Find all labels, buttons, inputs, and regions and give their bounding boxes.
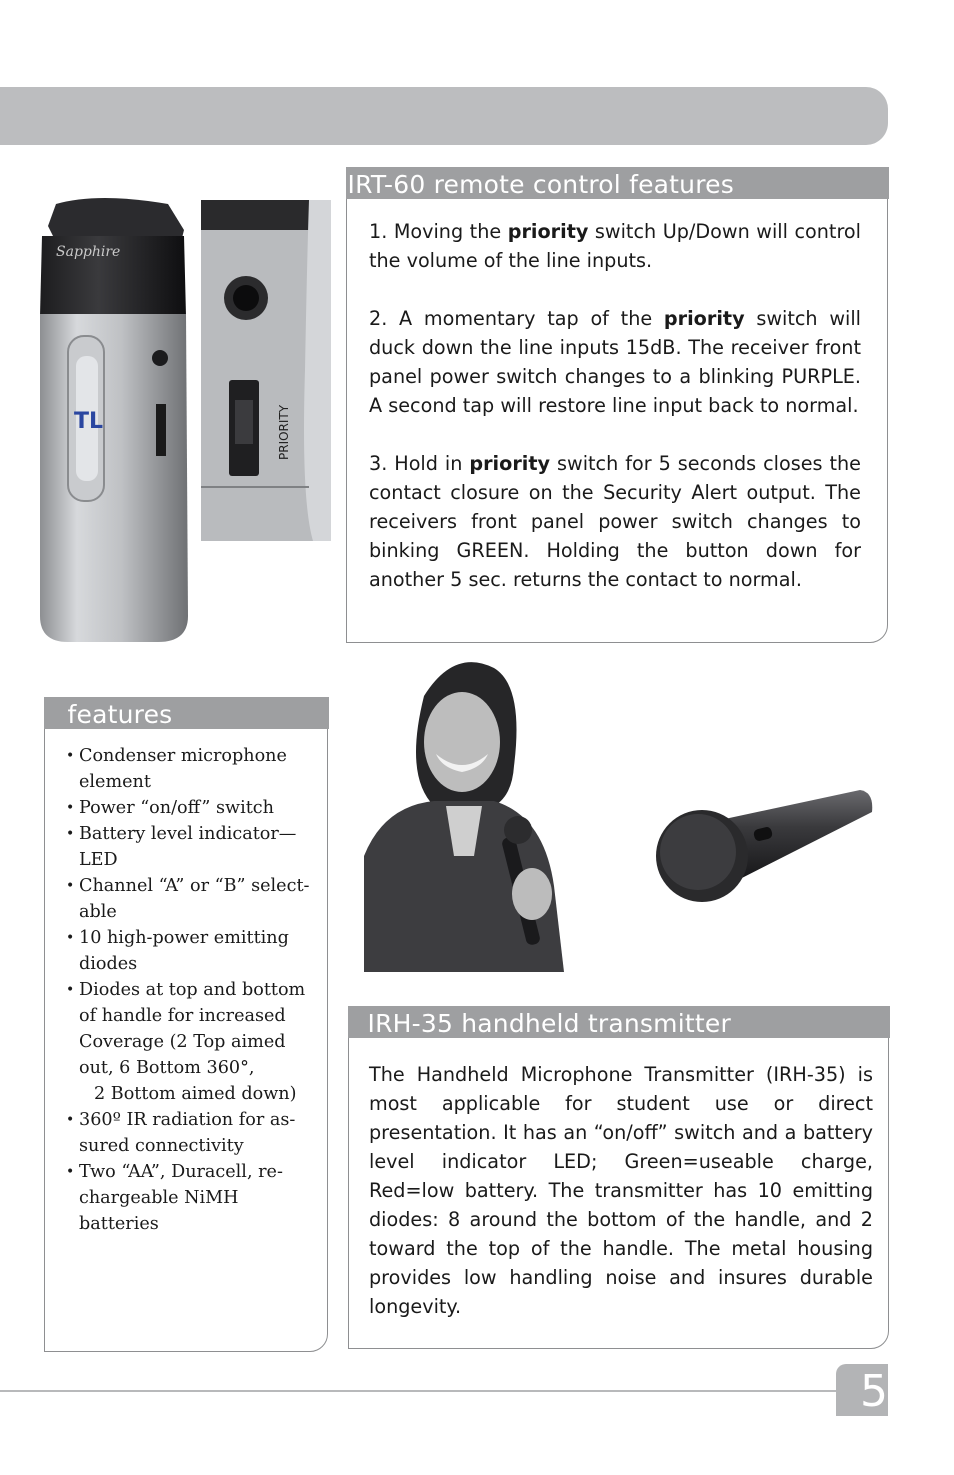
list-item: • 360º IR radiation for as- sured connectivity	[65, 1107, 317, 1159]
priority-switch-closeup-photo	[201, 200, 331, 541]
page-number-badge	[836, 1364, 888, 1416]
irt60-title: IRT-60 remote control features	[347, 169, 734, 199]
presenter-with-microphone-photo	[364, 656, 582, 972]
irt60-features-box	[346, 167, 888, 643]
page-number: 5	[860, 1366, 888, 1417]
irt60-paragraph-2: 2. A momentary tap of the priority switch will duck down the line inputs 15dB. The receiver front panel power switch changes to a blinking PURPLE. A second tap will restore line input back to normal.	[369, 307, 862, 417]
remote-brand: Sapphire	[56, 244, 121, 260]
irh35-title: IRH-35 handheld transmitter	[367, 1008, 731, 1038]
irt60-header	[346, 167, 889, 199]
footer-rule	[0, 1390, 836, 1392]
list-item: • Condenser microphone element	[65, 743, 317, 795]
features-title: features	[67, 699, 173, 729]
priority-label: PRIORITY	[277, 404, 291, 460]
list-item: • Power “on/off” switch	[65, 795, 317, 821]
list-item: • Battery level indicator— LED	[65, 821, 317, 873]
list-item: • Diodes at top and bottom of handle for increased Coverage (2 Top aimed out, 6 Bottom 360°, 2 Bottom aimed down)	[65, 977, 317, 1107]
remote-logo: TL	[74, 409, 104, 434]
irt60-paragraph-1: 1. Moving the priority switch Up/Down will control the volume of the line inputs.	[369, 220, 861, 272]
irt60-body	[369, 217, 861, 623]
features-list	[65, 743, 317, 1237]
list-item: • Channel “A” or “B” select- able	[65, 873, 317, 925]
irh35-header	[348, 1006, 890, 1038]
list-item: • Two “AA”, Duracell, re- chargeable NiMH batteries	[65, 1159, 317, 1237]
header-band	[0, 87, 888, 145]
handheld-microphone-photo	[650, 778, 875, 908]
irt60-paragraph-3: 3. Hold in priority switch for 5 seconds closes the contact closure on the Security Alert output. The receivers front panel power switch changes to binking GREEN. Holding the button down for another 5 sec. returns the contact to normal.	[369, 452, 861, 591]
features-box	[44, 697, 328, 1352]
irh35-transmitter-box	[348, 1006, 889, 1349]
list-item: • 10 high-power emitting diodes	[65, 925, 317, 977]
irh35-body: The Handheld Microphone Transmitter (IRH-35) is most applicable for student use or direct presentation. It has an “on/off” switch and a battery level indicator LED; Green=useable charge, Red=low battery. The transmitter has 10 emitting diodes: 8 around the bottom of the handle, and 2 toward the top of the handle. The metal housing provides low handling noise and insures durable longevity.	[369, 1063, 873, 1318]
remote-control-photo	[38, 196, 188, 644]
features-header	[44, 697, 329, 729]
